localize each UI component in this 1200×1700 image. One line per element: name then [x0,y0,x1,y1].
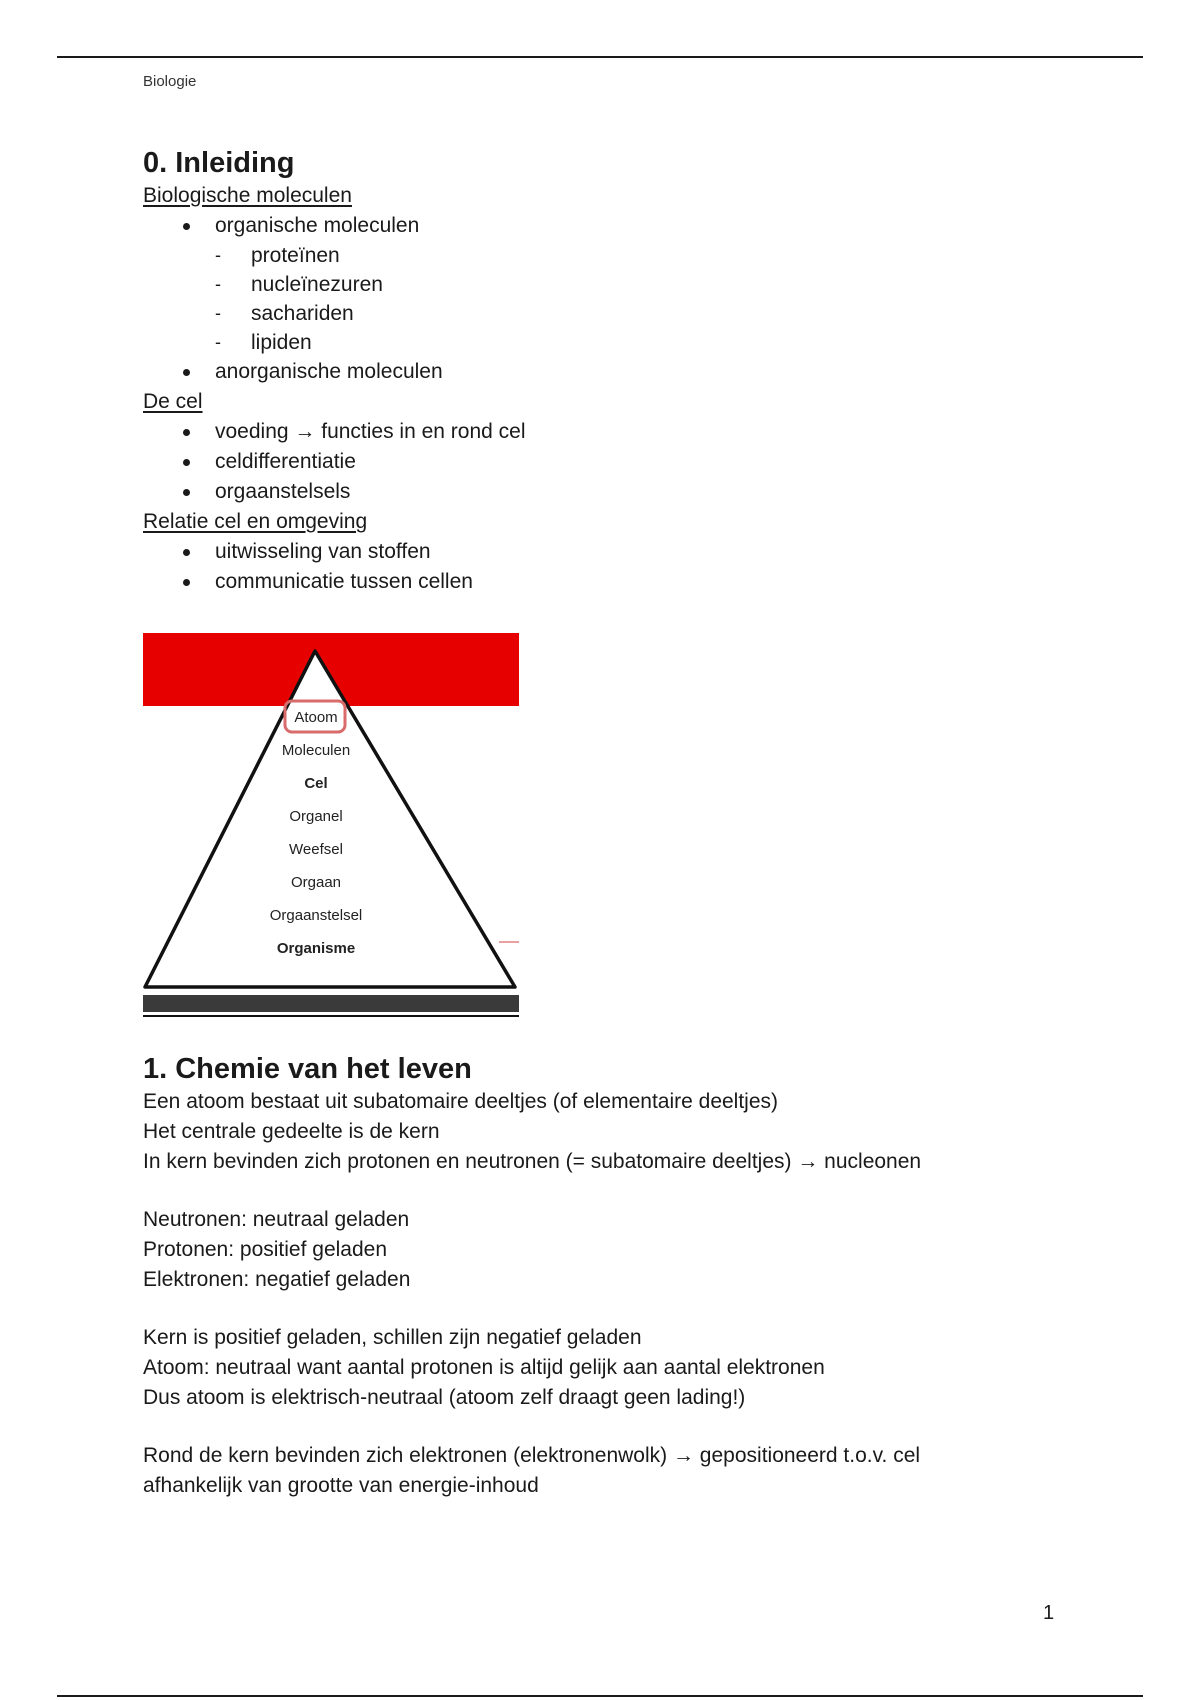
text-line: Rond de kern bevinden zich elektronen (elektronenwolk) → gepositioneerd t.o.v. cel [143,1444,921,1467]
bullet-list [143,417,1103,507]
subheading-relatie-cel-en-omgeving: Relatie cel en omgeving [143,510,368,533]
dash-item: - sachariden [143,299,1103,328]
text-line: In kern bevinden zich protonen en neutronen (= subatomaire deeltjes) → nucleonen [143,1150,922,1173]
list-item: communicatie tussen cellen [143,567,1103,597]
pyramid-diagram [143,633,519,1017]
pyramid-level-cel: Cel [304,775,328,792]
edge-mark [499,941,519,943]
pyramid-level-orgaan: Orgaan [290,874,342,891]
subheading-biologische-moleculen: Biologische moleculen [143,184,352,207]
list-item: voeding → functies in en rond cel [143,417,1103,447]
organization-levels-pyramid-figure [143,633,519,1017]
bullet-list [143,537,1103,597]
text-line: Protonen: positief geladen [143,1238,388,1261]
running-header: Biologie [143,73,197,90]
dark-base-bar [143,995,519,1012]
list-item [143,211,1103,357]
paragraph [143,1441,1103,1501]
text-line: Atoom: neutraal want aantal protonen is altijd gelijk aan aantal elektronen [143,1356,825,1379]
dash-list [215,241,1103,357]
section-0-title: 0. Inleiding [143,147,295,179]
bullet-list [143,211,1103,387]
text-line: Een atoom bestaat uit subatomaire deeltjes (of elementaire deeltjes) [143,1090,779,1113]
subheading-de-cel: De cel [143,390,203,413]
header-rule [57,56,1143,58]
pyramid-level-moleculen: Moleculen [281,742,351,759]
text-line: Neutronen: neutraal geladen [143,1208,410,1231]
text-line: afhankelijk van grootte van energie-inhoud [143,1474,539,1497]
text-line: Elektronen: negatief geladen [143,1268,411,1291]
pyramid-level-atoom: Atoom [294,709,338,726]
list-item: anorganische moleculen [143,357,1103,387]
dash-item: - proteïnen [143,241,1103,270]
list-item: celdifferentiatie [143,447,1103,477]
footer-rule [57,1695,1143,1697]
base-underline [143,1015,519,1017]
text-line: Het centrale gedeelte is de kern [143,1120,440,1143]
dash-item: - lipiden [143,328,1103,357]
list-item: orgaanstelsels [143,477,1103,507]
text-line: Dus atoom is elektrisch-neutraal (atoom zelf draagt geen lading!) [143,1386,746,1409]
dash-item: - nucleïnezuren [143,270,1103,299]
pyramid-level-weefsel: Weefsel [289,841,343,858]
pyramid-level-organel: Organel [289,808,343,825]
text-line: Kern is positief geladen, schillen zijn negatief geladen [143,1326,642,1349]
list-item-label: organische moleculen [215,214,420,237]
paragraph [143,1323,1103,1413]
pyramid-level-organisme: Organisme [276,940,356,957]
paragraph [143,1087,1103,1177]
page-number: 1 [1043,1602,1055,1624]
document-body [143,145,1103,1501]
pyramid-level-orgaanstelsel: Orgaanstelsel [269,907,363,924]
list-item: uitwisseling van stoffen [143,537,1103,567]
paragraph [143,1205,1103,1295]
section-1-title: 1. Chemie van het leven [143,1053,472,1085]
